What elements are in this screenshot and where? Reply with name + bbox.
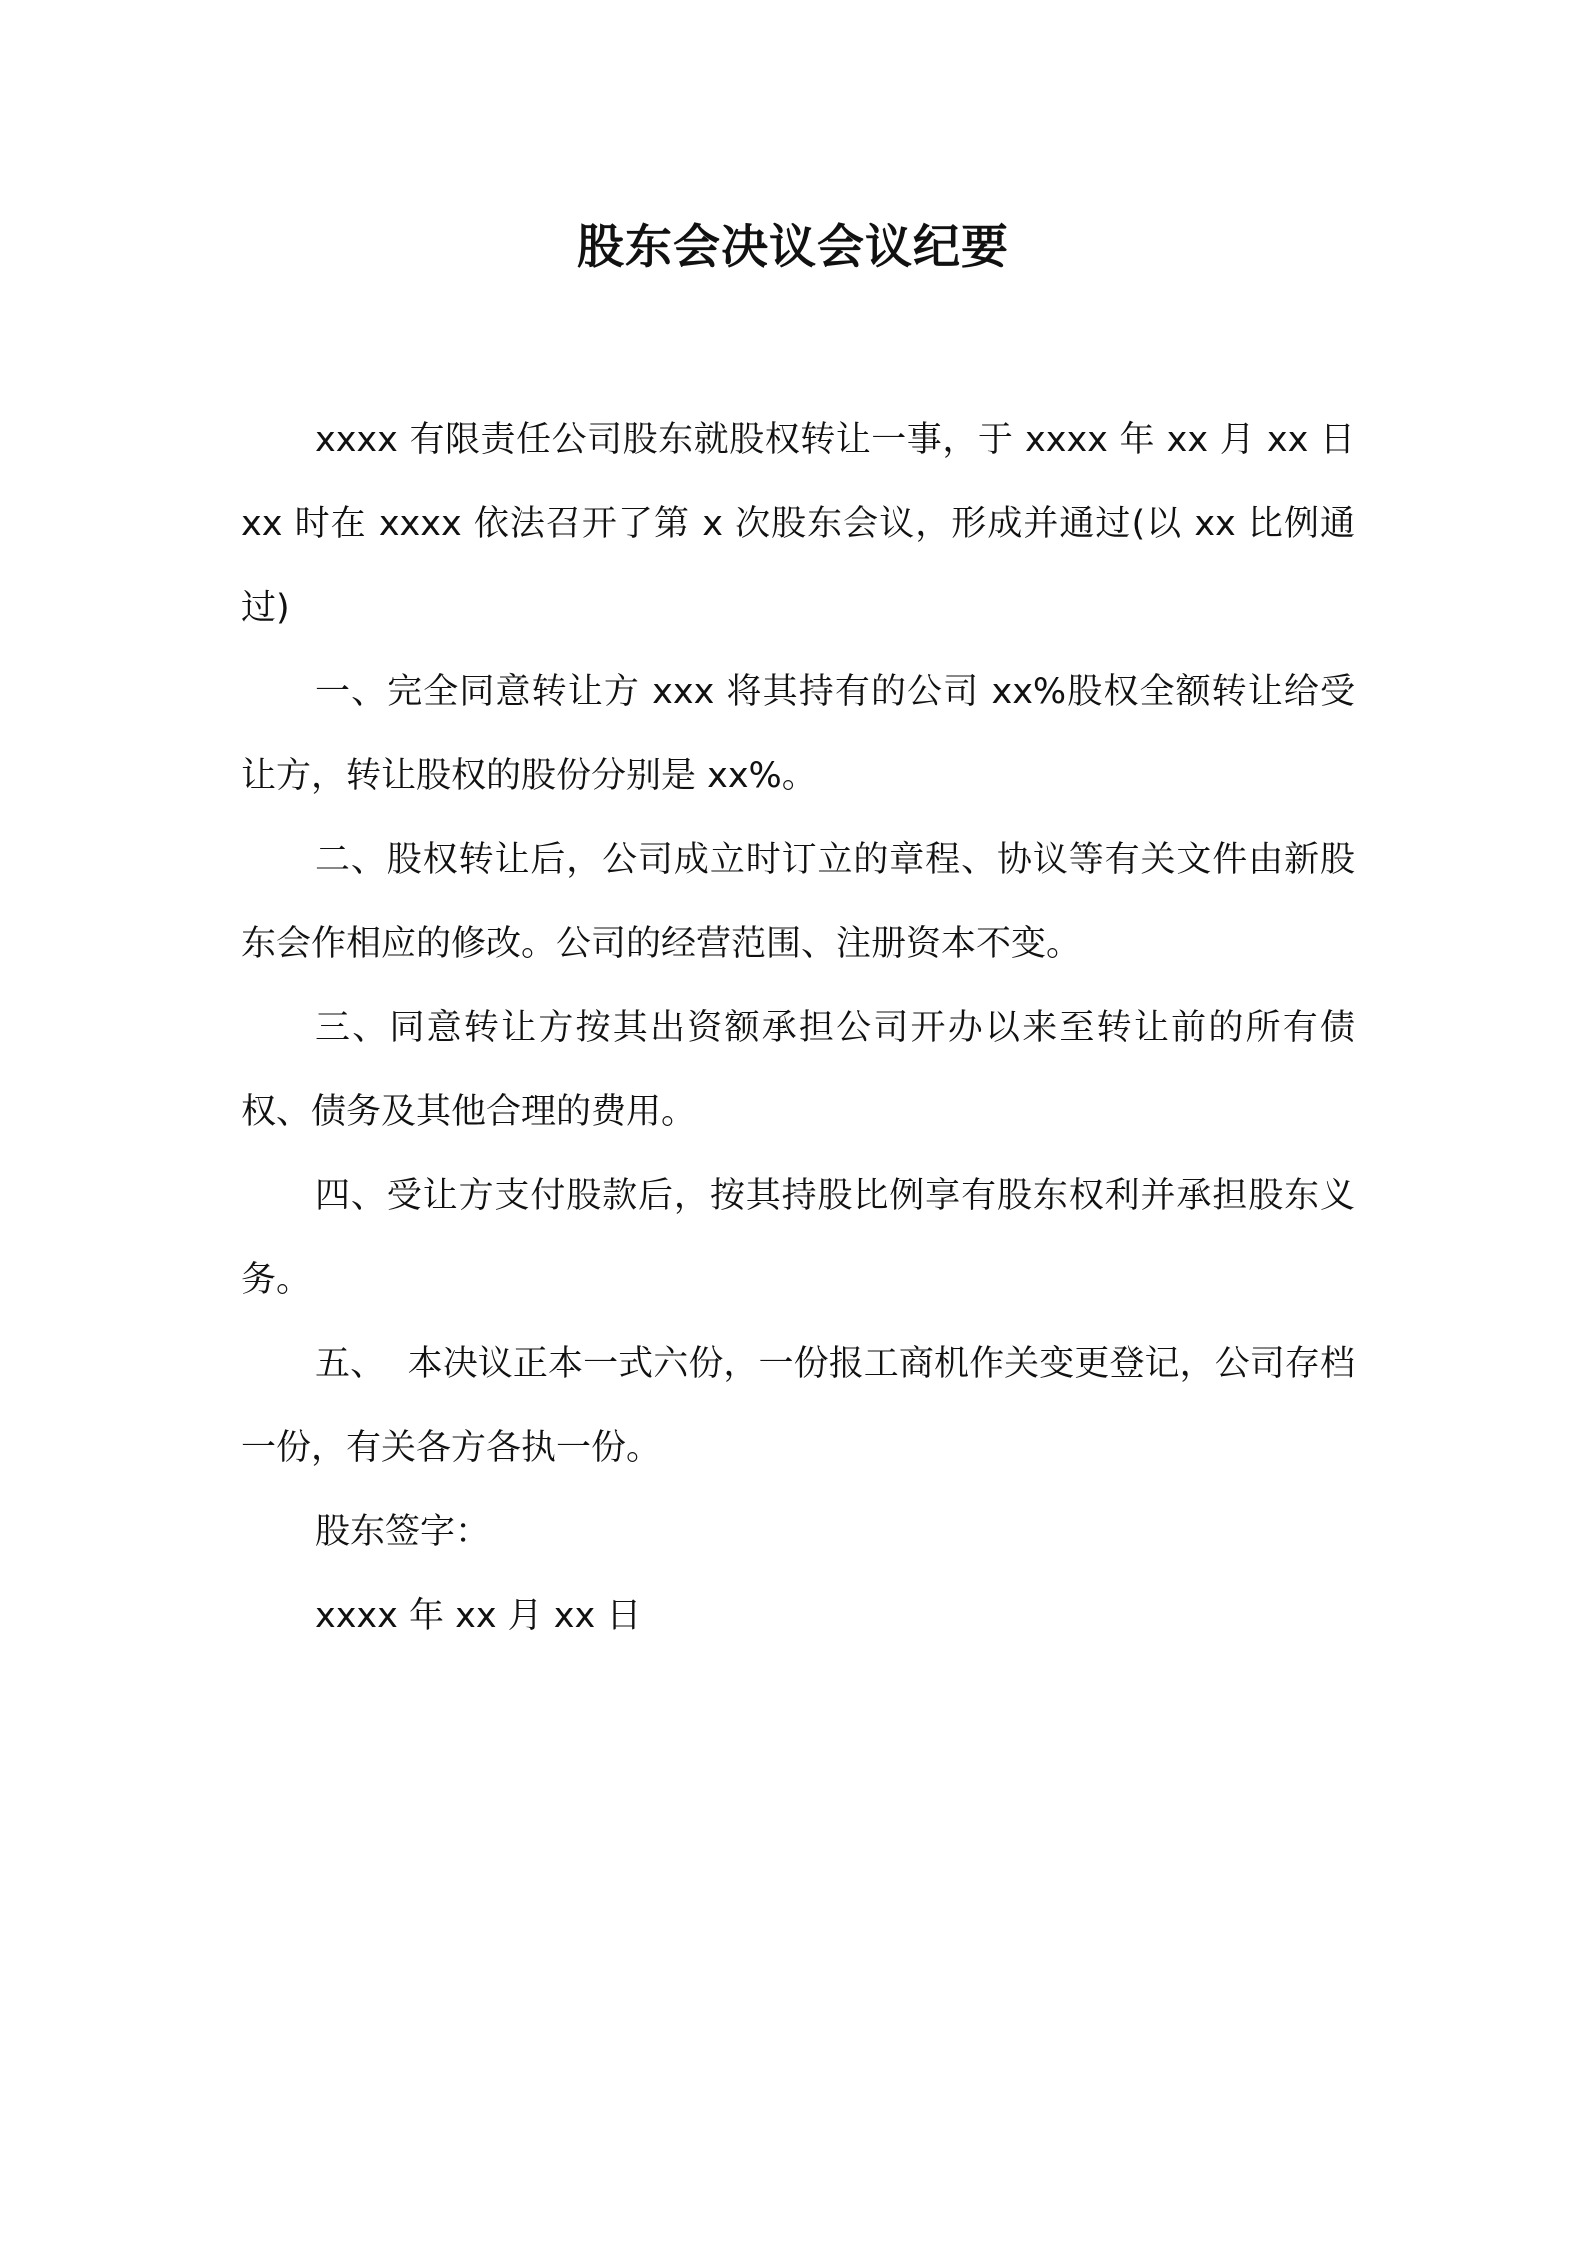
resolution-item-2: 二、股权转让后，公司成立时订立的章程、协议等有关文件由新股东会作相应的修改。公司的经营范围、注册资本不变。	[241, 840, 1355, 964]
resolution-item-3: 三、同意转让方按其出资额承担公司开办以来至转让前的所有债权、债务及其他合理的费用。	[241, 1008, 1355, 1132]
intro-paragraph: xxxx 有限责任公司股东就股权转让一事，于 xxxx 年 xx 月 xx 日 xx 时在 xxxx 依法召开了第 x 次股东会议，形成并通过(以 xx 比例通过)	[241, 420, 1355, 628]
document-title: 股东会决议会议纪要	[577, 220, 1009, 275]
resolution-item-5: 五、 本决议正本一式六份，一份报工商机作关变更登记，公司存档一份，有关各方各执一份。	[241, 1344, 1355, 1468]
document-date: xxxx 年 xx 月 xx 日	[315, 1596, 642, 1636]
signature-label: 股东签字：	[315, 1512, 491, 1552]
document-body	[241, 398, 1355, 1658]
resolution-item-4: 四、受让方支付股款后，按其持股比例享有股东权利并承担股东义务。	[241, 1176, 1355, 1300]
resolution-item-1: 一、完全同意转让方 xxx 将其持有的公司 xx%股权全额转让给受让方，转让股权的股份分别是 xx%。	[241, 672, 1355, 796]
